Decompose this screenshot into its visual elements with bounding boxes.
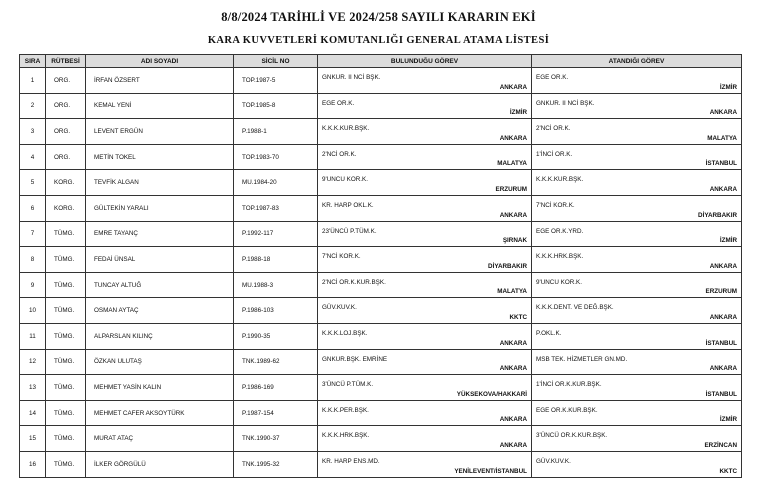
row-rank: TÜMG. bbox=[46, 400, 86, 426]
assigned-location: DİYARBAKIR bbox=[698, 211, 737, 219]
assigned-location: İSTANBUL bbox=[705, 339, 737, 347]
row-registry-number: TOP.1987-83 bbox=[234, 195, 318, 221]
assigned-duty: 1'İNCİ OR.K.KUR.BŞK. bbox=[536, 381, 602, 389]
row-number: 5 bbox=[20, 170, 46, 196]
list-title: KARA KUVVETLERİ KOMUTANLIĞI GENERAL ATAMA LİSTESİ bbox=[207, 35, 550, 46]
row-registry-number: TNK.1989-62 bbox=[234, 349, 318, 375]
current-location: KKTC bbox=[509, 313, 527, 321]
current-duty: GÜV.KUV.K. bbox=[322, 304, 357, 312]
header-adi-soyadi: ADI SOYADI bbox=[86, 55, 234, 68]
assigned-location: ANKARA bbox=[709, 365, 737, 373]
row-full-name: MURAT ATAÇ bbox=[86, 426, 234, 452]
row-rank: KORG. bbox=[46, 195, 86, 221]
row-current-post-cell bbox=[318, 195, 532, 221]
row-number: 4 bbox=[20, 144, 46, 170]
current-duty: K.K.K.LOJ.BŞK. bbox=[322, 329, 368, 337]
assigned-duty: P.OKL.K. bbox=[536, 329, 562, 337]
document-title: 8/8/2024 TARİHLİ VE 2024/258 SAYILI KARARIN EKİ bbox=[221, 10, 536, 24]
row-number: 16 bbox=[20, 451, 46, 477]
row-current-post-cell bbox=[318, 247, 532, 273]
row-new-post-cell bbox=[532, 119, 742, 145]
row-registry-number: P.1987-154 bbox=[234, 400, 318, 426]
assigned-location: İSTANBUL bbox=[705, 390, 737, 398]
row-registry-number: MU.1988-3 bbox=[234, 272, 318, 298]
current-duty: K.K.K.HRK.BŞK. bbox=[322, 432, 370, 440]
current-duty: 23'ÜNCÜ P.TÜM.K. bbox=[322, 227, 377, 235]
row-rank: TÜMG. bbox=[46, 221, 86, 247]
row-new-post-cell bbox=[532, 349, 742, 375]
assigned-duty: K.K.K.HRK.BŞK. bbox=[536, 253, 584, 261]
row-full-name: İRFAN ÖZSERT bbox=[86, 68, 234, 94]
table-row bbox=[20, 349, 742, 375]
row-full-name: MEHMET YASİN KALIN bbox=[86, 375, 234, 401]
assigned-duty: EGE OR.K.YRD. bbox=[536, 227, 584, 235]
row-registry-number: P.1992-117 bbox=[234, 221, 318, 247]
assigned-duty: GÜV.KUV.K. bbox=[536, 457, 571, 465]
row-rank: ORG. bbox=[46, 119, 86, 145]
row-current-post-cell bbox=[318, 119, 532, 145]
row-number: 1 bbox=[20, 68, 46, 94]
current-location: ANKARA bbox=[499, 441, 527, 449]
appointment-table bbox=[19, 54, 742, 478]
row-full-name: TEVFİK ALGAN bbox=[86, 170, 234, 196]
row-number: 11 bbox=[20, 323, 46, 349]
current-location: MALATYA bbox=[497, 160, 527, 168]
row-current-post-cell bbox=[318, 68, 532, 94]
current-duty: 2'NCİ OR.K. bbox=[322, 150, 357, 158]
row-full-name: ALPARSLAN KILINÇ bbox=[86, 323, 234, 349]
header-bulundugu-gorev: BULUNDUĞU GÖREV bbox=[318, 55, 532, 68]
assigned-location: İZMİR bbox=[719, 416, 737, 424]
row-current-post-cell bbox=[318, 426, 532, 452]
row-full-name: ÖZKAN ULUTAŞ bbox=[86, 349, 234, 375]
assigned-duty: EGE OR.K.KUR.BŞK. bbox=[536, 406, 598, 414]
assigned-location: ANKARA bbox=[709, 262, 737, 270]
row-number: 15 bbox=[20, 426, 46, 452]
row-new-post-cell bbox=[532, 323, 742, 349]
row-rank: ORG. bbox=[46, 144, 86, 170]
current-duty: 2'NCİ OR.K.KUR.BŞK. bbox=[322, 278, 386, 286]
table-row bbox=[20, 170, 742, 196]
row-rank: TÜMG. bbox=[46, 247, 86, 273]
row-current-post-cell bbox=[318, 323, 532, 349]
assigned-duty: K.K.K.DENT. VE DEĞ.BŞK. bbox=[536, 304, 614, 312]
table-row bbox=[20, 221, 742, 247]
header-atandigi-gorev: ATANDIĞI GÖREV bbox=[532, 55, 742, 68]
row-current-post-cell bbox=[318, 272, 532, 298]
assigned-location: MALATYA bbox=[707, 134, 737, 142]
current-duty: K.K.K.KUR.BŞK. bbox=[322, 125, 370, 133]
assigned-duty: 9'UNCU KOR.K. bbox=[536, 278, 582, 286]
current-location: İZMİR bbox=[509, 109, 527, 117]
assigned-duty: 7'NCİ KOR.K. bbox=[536, 201, 575, 209]
row-full-name: MEHMET CAFER AKSOYTÜRK bbox=[86, 400, 234, 426]
table-row bbox=[20, 93, 742, 119]
header-rutbesi: RÜTBESİ bbox=[46, 55, 86, 68]
row-new-post-cell bbox=[532, 93, 742, 119]
table-row bbox=[20, 400, 742, 426]
table-row bbox=[20, 375, 742, 401]
row-current-post-cell bbox=[318, 298, 532, 324]
row-new-post-cell bbox=[532, 170, 742, 196]
current-location: ANKARA bbox=[499, 211, 527, 219]
row-number: 13 bbox=[20, 375, 46, 401]
table-header-row bbox=[20, 55, 742, 68]
assigned-duty: EGE OR.K. bbox=[536, 74, 569, 81]
row-full-name: LEVENT ERGÜN bbox=[86, 119, 234, 145]
row-number: 14 bbox=[20, 400, 46, 426]
assigned-location: İSTANBUL bbox=[705, 160, 737, 168]
row-current-post-cell bbox=[318, 349, 532, 375]
assigned-location: ANKARA bbox=[709, 109, 737, 117]
table-row bbox=[20, 272, 742, 298]
row-number: 12 bbox=[20, 349, 46, 375]
row-registry-number: P.1990-35 bbox=[234, 323, 318, 349]
row-current-post-cell bbox=[318, 170, 532, 196]
row-new-post-cell bbox=[532, 375, 742, 401]
current-location: ANKARA bbox=[499, 416, 527, 424]
row-number: 9 bbox=[20, 272, 46, 298]
row-new-post-cell bbox=[532, 221, 742, 247]
row-number: 6 bbox=[20, 195, 46, 221]
assigned-location: KKTC bbox=[719, 467, 737, 475]
assigned-duty: 1'İNCİ OR.K. bbox=[536, 150, 573, 158]
row-new-post-cell bbox=[532, 426, 742, 452]
current-duty: 9'UNCU KOR.K. bbox=[322, 176, 368, 184]
row-registry-number: TOP.1987-5 bbox=[234, 68, 318, 94]
table-row bbox=[20, 323, 742, 349]
current-duty: K.K.K.PER.BŞK. bbox=[322, 406, 369, 414]
current-location: ERZURUM bbox=[495, 185, 527, 193]
assigned-duty: GNKUR. II NCİ BŞK. bbox=[536, 99, 595, 107]
row-rank: KORG. bbox=[46, 170, 86, 196]
row-number: 8 bbox=[20, 247, 46, 273]
row-full-name: İLKER GÖRGÜLÜ bbox=[86, 451, 234, 477]
row-number: 2 bbox=[20, 93, 46, 119]
row-new-post-cell bbox=[532, 247, 742, 273]
table-row bbox=[20, 451, 742, 477]
assigned-duty: K.K.K.KUR.BŞK. bbox=[536, 176, 584, 184]
current-location: DİYARBAKIR bbox=[488, 262, 527, 270]
row-rank: TÜMG. bbox=[46, 426, 86, 452]
row-registry-number: P.1986-103 bbox=[234, 298, 318, 324]
row-full-name: METİN TOKEL bbox=[86, 144, 234, 170]
row-new-post-cell bbox=[532, 451, 742, 477]
row-full-name: FEDAİ ÜNSAL bbox=[86, 247, 234, 273]
assigned-location: ERZURUM bbox=[705, 288, 737, 296]
current-duty: 3'ÜNCÜ P.TÜM.K. bbox=[322, 381, 374, 389]
row-rank: TÜMG. bbox=[46, 272, 86, 298]
row-current-post-cell bbox=[318, 221, 532, 247]
row-current-post-cell bbox=[318, 144, 532, 170]
row-registry-number: TOP.1985-8 bbox=[234, 93, 318, 119]
current-location: ANKARA bbox=[499, 134, 527, 142]
row-number: 7 bbox=[20, 221, 46, 247]
table-row bbox=[20, 298, 742, 324]
row-rank: TÜMG. bbox=[46, 349, 86, 375]
table-row bbox=[20, 426, 742, 452]
row-registry-number: TOP.1983-70 bbox=[234, 144, 318, 170]
row-registry-number: P.1988-1 bbox=[234, 119, 318, 145]
row-registry-number: P.1986-169 bbox=[234, 375, 318, 401]
row-rank: ORG. bbox=[46, 93, 86, 119]
row-new-post-cell bbox=[532, 400, 742, 426]
row-registry-number: MU.1984-20 bbox=[234, 170, 318, 196]
current-location: ANKARA bbox=[499, 365, 527, 373]
row-registry-number: TNK.1990-37 bbox=[234, 426, 318, 452]
current-duty: EGE OR.K. bbox=[322, 99, 355, 107]
assigned-duty: MSB TEK. HİZMETLER GN.MD. bbox=[536, 355, 628, 363]
row-new-post-cell bbox=[532, 195, 742, 221]
row-new-post-cell bbox=[532, 68, 742, 94]
table-row bbox=[20, 195, 742, 221]
table-body bbox=[20, 68, 742, 478]
row-full-name: TUNCAY ALTUĞ bbox=[86, 272, 234, 298]
current-location: ANKARA bbox=[499, 339, 527, 347]
assigned-duty: 3'ÜNCÜ OR.K.KUR.BŞK. bbox=[536, 432, 608, 440]
row-full-name: KEMAL YENİ bbox=[86, 93, 234, 119]
current-duty: GNKUR.BŞK. EMRİNE bbox=[322, 355, 388, 363]
table-row bbox=[20, 119, 742, 145]
row-rank: TÜMG. bbox=[46, 375, 86, 401]
table-row bbox=[20, 247, 742, 273]
current-location: YÜKSEKOVA/HAKKARİ bbox=[456, 390, 527, 398]
header-sira: SIRA bbox=[20, 55, 46, 68]
row-new-post-cell bbox=[532, 272, 742, 298]
row-full-name: OSMAN AYTAÇ bbox=[86, 298, 234, 324]
row-registry-number: P.1988-18 bbox=[234, 247, 318, 273]
assigned-location: İZMİR bbox=[719, 237, 737, 245]
row-current-post-cell bbox=[318, 93, 532, 119]
row-current-post-cell bbox=[318, 375, 532, 401]
current-duty: KR. HARP OKL.K. bbox=[322, 201, 374, 209]
assigned-location: İZMİR bbox=[719, 83, 737, 91]
current-location: ŞIRNAK bbox=[502, 237, 527, 245]
row-rank: TÜMG. bbox=[46, 451, 86, 477]
row-rank: TÜMG. bbox=[46, 298, 86, 324]
header-sicil-no: SİCİL NO bbox=[234, 55, 318, 68]
row-registry-number: TNK.1995-32 bbox=[234, 451, 318, 477]
table-row bbox=[20, 68, 742, 94]
table-row bbox=[20, 144, 742, 170]
row-number: 10 bbox=[20, 298, 46, 324]
row-current-post-cell bbox=[318, 451, 532, 477]
assigned-duty: 2'NCİ OR.K. bbox=[536, 125, 571, 133]
row-current-post-cell bbox=[318, 400, 532, 426]
current-location: ANKARA bbox=[499, 83, 527, 91]
row-full-name: GÜLTEKİN YARALI bbox=[86, 195, 234, 221]
row-rank: TÜMG. bbox=[46, 323, 86, 349]
row-number: 3 bbox=[20, 119, 46, 145]
assigned-location: ANKARA bbox=[709, 185, 737, 193]
current-duty: 7'NCİ KOR.K. bbox=[322, 253, 361, 261]
row-new-post-cell bbox=[532, 144, 742, 170]
assigned-location: ANKARA bbox=[709, 313, 737, 321]
row-rank: ORG. bbox=[46, 68, 86, 94]
current-duty: GNKUR. II NCİ BŞK. bbox=[322, 74, 381, 81]
current-duty: KR. HARP ENS.MD. bbox=[322, 457, 380, 465]
row-full-name: EMRE TAYANÇ bbox=[86, 221, 234, 247]
row-new-post-cell bbox=[532, 298, 742, 324]
assigned-location: ERZİNCAN bbox=[704, 441, 737, 449]
current-location: MALATYA bbox=[497, 288, 527, 296]
current-location: YENİLEVENT/İSTANBUL bbox=[454, 467, 527, 475]
